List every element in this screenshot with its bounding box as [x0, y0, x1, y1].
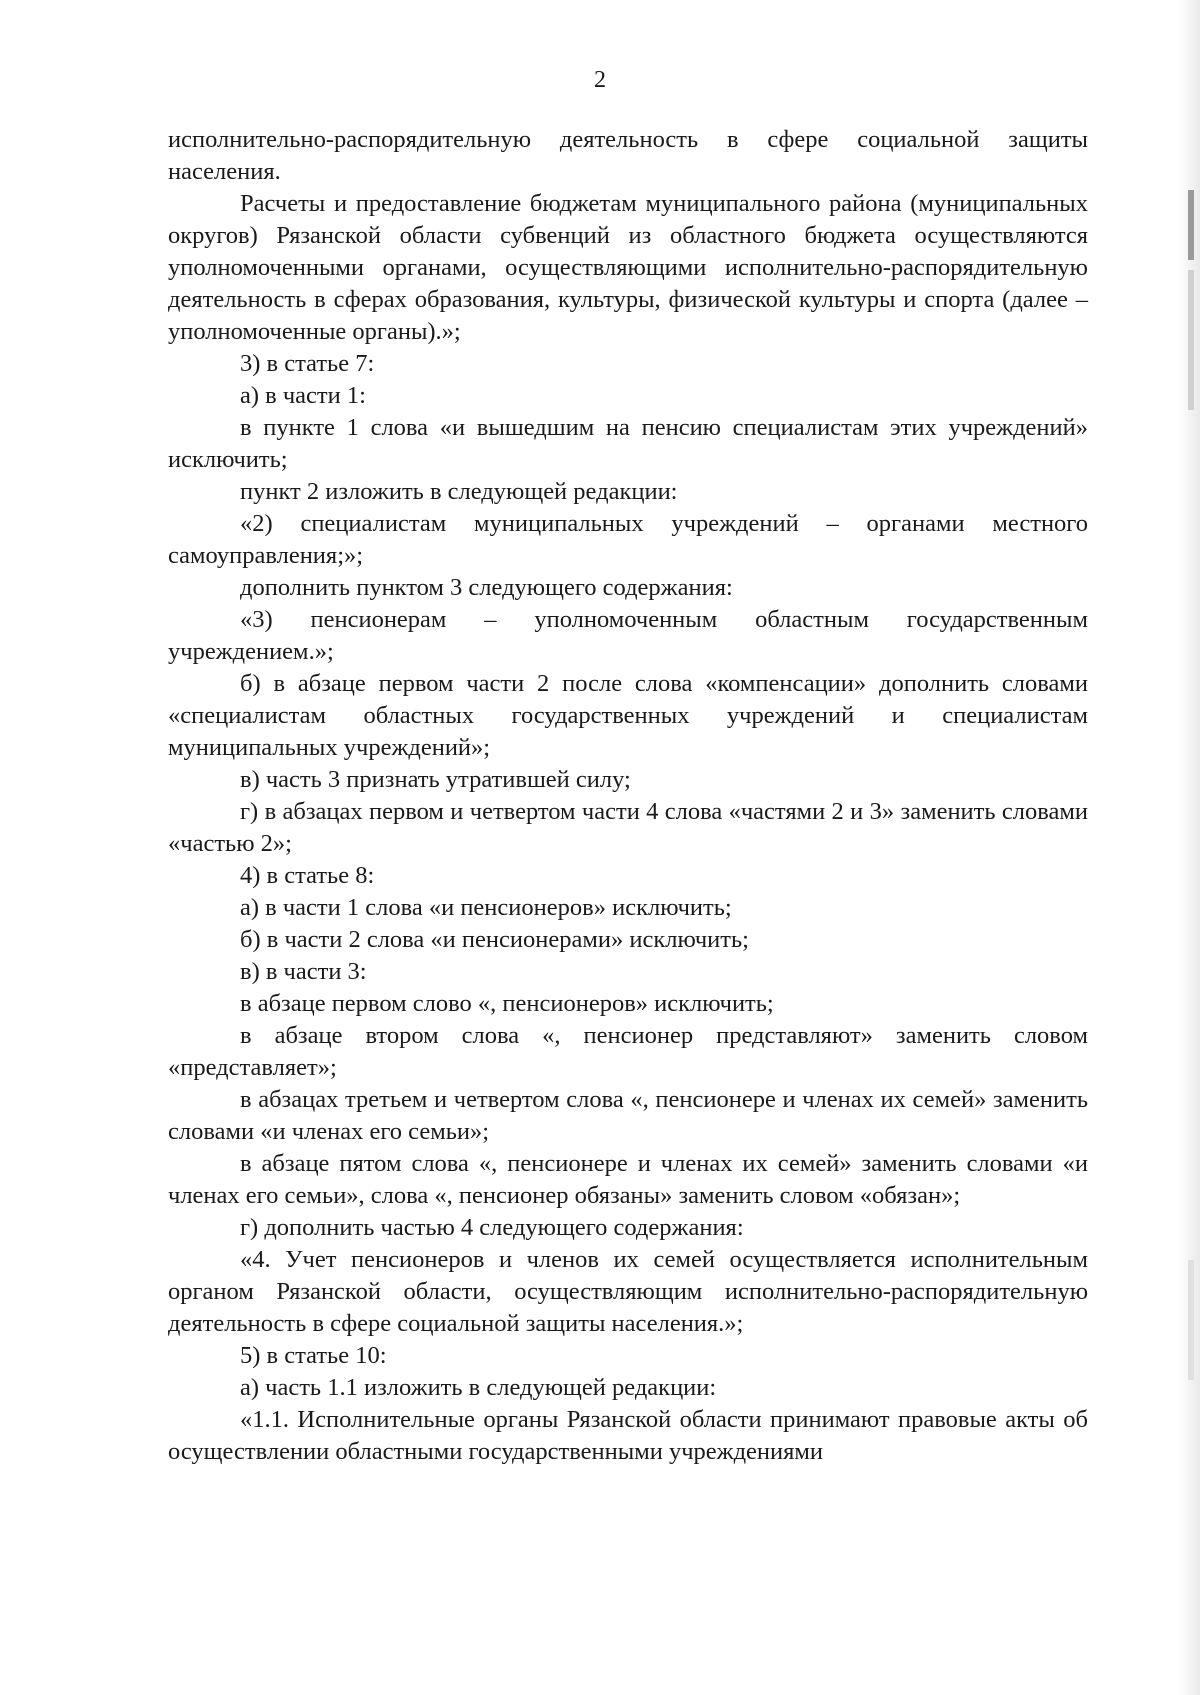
- paragraph: 5) в статье 10:: [240, 1342, 387, 1369]
- paragraph: а) в части 1 слова «и пенсионеров» исключить;: [240, 894, 732, 921]
- paragraph: в абзаце пятом слова «, пенсионере и членах их семей» заменить словами «и членах его семьи», слова «, пенсионер обязаны» заменить словом «обязан»;: [168, 1150, 1088, 1209]
- scan-mark: [1188, 1260, 1194, 1380]
- paragraph: 4) в статье 8:: [240, 862, 375, 889]
- scan-mark: [1188, 190, 1194, 260]
- scan-mark: [1188, 270, 1194, 410]
- paragraph: г) в абзацах первом и четвертом части 4 слова «частями 2 и 3» заменить словами «частью 2»;: [168, 798, 1088, 857]
- paragraph: в пункте 1 слова «и вышедшим на пенсию специалистам этих учреждений» исключить;: [168, 414, 1088, 473]
- paragraph: «3) пенсионерам – уполномоченным областным государственным учреждением.»;: [168, 606, 1088, 665]
- paragraph: в абзаце первом слово «, пенсионеров» исключить;: [240, 990, 774, 1017]
- document-body: [168, 124, 1088, 1468]
- paragraph: б) в абзаце первом части 2 после слова «компенсации» дополнить словами «специалистам областных государственных учреждений и специалистам муниципальных учреждений»;: [168, 670, 1088, 761]
- paragraph: в абзаце втором слова «, пенсионер представляют» заменить словом «представляет»;: [168, 1022, 1088, 1081]
- paragraph: а) часть 1.1 изложить в следующей редакции:: [240, 1374, 717, 1401]
- paragraph: в) часть 3 признать утратившей силу;: [240, 766, 631, 793]
- paragraph: б) в части 2 слова «и пенсионерами» исключить;: [240, 926, 749, 953]
- paragraph: пункт 2 изложить в следующей редакции:: [240, 478, 678, 505]
- paragraph: Расчеты и предоставление бюджетам муниципального района (муниципальных округов) Рязанской области субвенций из областного бюджета осуществляются уполномоченными органами, осуществляющими исполнительно-распорядительную деятельность в сферах образования, культуры, физической культуры и спорта (далее – уполномоченные органы).»;: [168, 190, 1088, 345]
- paragraph: «1.1. Исполнительные органы Рязанской области принимают правовые акты об осуществлении областными государственными учреждениями: [168, 1406, 1088, 1465]
- paragraph: дополнить пунктом 3 следующего содержания:: [240, 574, 733, 601]
- paragraph: 3) в статье 7:: [240, 350, 375, 377]
- paragraph: в абзацах третьем и четвертом слова «, пенсионере и членах их семей» заменить словами «и членах его семьи»;: [168, 1086, 1088, 1145]
- paragraph: г) дополнить частью 4 следующего содержания:: [240, 1214, 744, 1241]
- page-number: 2: [594, 67, 606, 93]
- paragraph: «4. Учет пенсионеров и членов их семей осуществляется исполнительным органом Рязанской области, осуществляющим исполнительно-распорядительную деятельность в сфере социальной защиты населения.»;: [168, 1246, 1088, 1337]
- paragraph: в) в части 3:: [240, 958, 367, 985]
- scan-edge-artifact: [1178, 0, 1200, 1695]
- paragraph: исполнительно-распорядительную деятельность в сфере социальной защиты населения.: [168, 126, 1088, 185]
- paragraph: а) в части 1:: [240, 382, 366, 409]
- paragraph: «2) специалистам муниципальных учреждений – органами местного самоуправления;»;: [168, 510, 1088, 569]
